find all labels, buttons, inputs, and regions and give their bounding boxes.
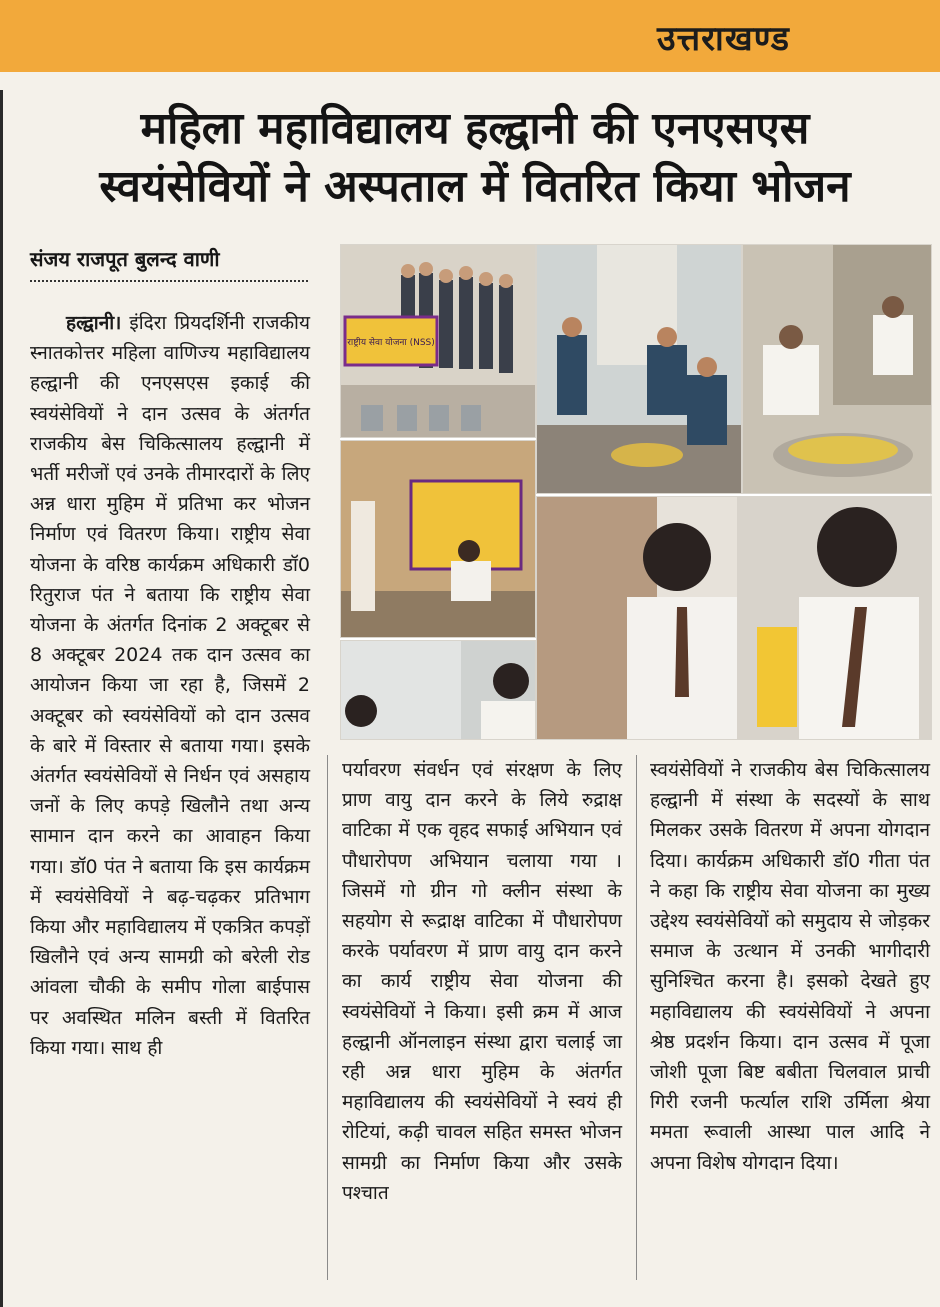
section-label: उत्तराखण्ड (657, 19, 790, 59)
headline-line-2: स्वयंसेवियों ने अस्पताल में वितरित किया भोजन (99, 161, 851, 212)
column-divider (327, 755, 328, 1280)
dateline: हल्द्वानी। (66, 312, 122, 334)
column-divider (636, 755, 637, 1280)
group-photo (340, 244, 536, 438)
hospital-photo (340, 640, 536, 740)
column-2-text: पर्यावरण संवर्धन एवं संरक्षण के लिए प्राण वायु दान करने के लिये रुद्राक्ष वाटिका में एक वृहद सफाई अभियान एवं पौधारोपण अभियान चलाया गया । जिसमें गो ग्रीन गो क्लीन संस्था के सहयोग से रूद्राक्ष वाटिका में पौधारोपण करके पर्यावरण में प्राण वायु दान करने का कार्य राष्ट्रीय सेवा योजना की स्वयंसेवियों ने किया। इसी क्रम में आज हल्द्वानी ऑनलाइन संस्था द्वारा चलाई जा रही अन्न धारा मुहिम के अंतर्गत महाविद्यालय की स्वयंसेवियों ने स्वयं ही रोटियां, कढ़ी चावल सहित समस्त भोजन सामग्री का निर्माण किया और उसके पश्चात (342, 759, 622, 1204)
headline-line-1: महिला महाविद्यालय हल्द्वानी की एनएसएस (140, 103, 810, 154)
photo-collage (340, 244, 930, 738)
article-column-2 (342, 755, 622, 1208)
volunteer-photo (536, 496, 932, 740)
article-column-1 (30, 308, 310, 1063)
cooking-photo (536, 244, 742, 494)
banner-text: राष्ट्रीय सेवा योजना (NSS) (347, 338, 435, 348)
serving-photo (340, 440, 536, 638)
article-headline (20, 100, 930, 216)
byline: संजय राजपूत बुलन्द वाणी (30, 245, 308, 282)
section-band (0, 0, 940, 72)
kitchen-photo (742, 244, 932, 494)
column-1-text: इंदिरा प्रियदर्शिनी राजकीय स्नातकोत्तर महिला वाणिज्य महाविद्यालय हल्द्वानी की एनएसएस इकाई की स्वयंसेवियों ने दान उत्सव के अंतर्गत राजकीय बेस चिकित्सालय हल्द्वानी में भर्ती मरीजों एवं उनके तीमारदारों के लिए अन्न धारा मुहिम में प्रतिभा कर भोजन निर्माण एवं वितरण किया। राष्ट्रीय सेवा योजना के वरिष्ठ कार्यक्रम अधिकारी डॉ0 रितुराज पंत ने बताया कि राष्ट्रीय सेवा योजना के अंतर्गत दिनांक 2 अक्टूबर से 8 अक्टूबर 2024 तक दान उत्सव का आयोजन किया जा रहा है, जिसमें 2 अक्टूबर को स्वयंसेवियों को दान उत्सव के बारे में विस्तार से बताया गया। इसके अंतर्गत स्वयंसेवियों से निर्धन एवं असहाय जनों के लिए कपड़े खिलौने तथा अन्य सामान दान करने का आवाहन किया गया। डॉ0 पंत ने बताया कि इस कार्यक्रम में स्वयंसेवियों ने बढ़-चढ़कर प्रतिभाग किया और महाविद्यालय में एकत्रित कपड़ों खिलौने एवं अन्य सामग्री को बरेली रोड आंवला चौकी के समीप गोला बाईपास पर अवस्थित मलिन बस्ती में वितरित किया गया। साथ ही (30, 312, 310, 1059)
column-3-text: स्वयंसेवियों ने राजकीय बेस चिकित्सालय हल्द्वानी में संस्था के सदस्यों के साथ मिलकर उसके वितरण में अपना योगदान दिया। कार्यक्रम अधिकारी डॉ0 गीता पंत ने कहा कि राष्ट्रीय सेवा योजना का मुख्य उद्देश्य स्वयंसेवियों को समुदाय से जोड़कर समाज के उत्थान में उनकी भागीदारी सुनिश्चित करना है। इसको देखते हुए महाविद्यालय की स्वयंसेवियों ने अपना श्रेष्ठ प्रदर्शन किया। दान उत्सव में पूजा जोशी पूजा बिष्ट बबीता चिलवाल प्राची गिरी रजनी फर्त्याल राशि उर्मिला श्रेया ममता रूवाली आस्था पाल आदि ने अपना विशेष योगदान दिया। (650, 759, 930, 1174)
article-column-3 (650, 755, 930, 1178)
page-edge-rule (0, 90, 3, 1307)
